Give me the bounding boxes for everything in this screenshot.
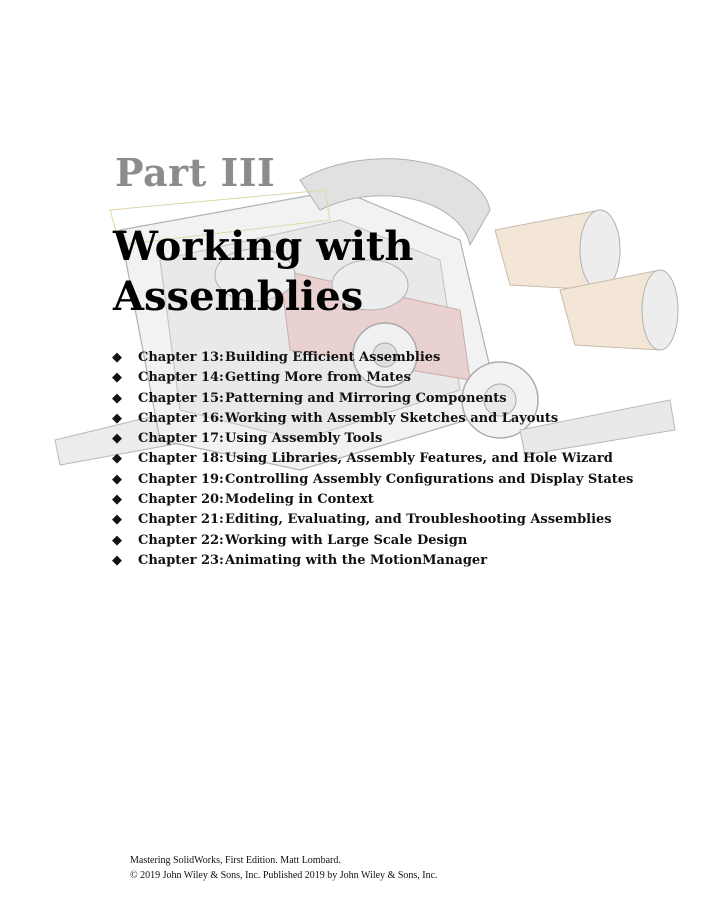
bullet-diamond-icon: ◆ xyxy=(112,532,122,548)
chapter-title: Using Assembly Tools xyxy=(225,431,383,447)
chapter-title: Using Libraries, Assembly Features, and Hole Wizard xyxy=(225,451,613,467)
chapter-item xyxy=(112,389,633,409)
bullet-diamond-icon: ◆ xyxy=(112,390,122,406)
bullet-diamond-icon: ◆ xyxy=(112,431,122,447)
chapter-number: Chapter 22: xyxy=(138,532,224,548)
chapter-title: Editing, Evaluating, and Troubleshooting Assemblies xyxy=(225,512,612,528)
chapter-number: Chapter 18: xyxy=(138,451,224,467)
chapter-title: Building Efficient Assemblies xyxy=(225,350,441,365)
bullet-diamond-icon: ◆ xyxy=(112,552,122,568)
chapter-number: Chapter 19: xyxy=(138,471,224,487)
chapter-number: Chapter 23: xyxy=(138,552,224,568)
chapter-item xyxy=(112,348,633,368)
footer-line-1: Mastering SolidWorks, First Edition. Matt Lombard. xyxy=(130,855,341,866)
chapter-number: Chapter 13: xyxy=(138,350,224,365)
chapter-title: Working with Large Scale Design xyxy=(225,532,468,548)
chapter-item xyxy=(112,409,633,429)
chapter-list xyxy=(112,348,633,571)
chapter-item xyxy=(112,490,633,510)
chapter-number: Chapter 15: xyxy=(138,390,224,406)
chapter-number: Chapter 14: xyxy=(138,370,224,386)
bullet-diamond-icon: ◆ xyxy=(112,471,122,487)
footer-line-2: © 2019 John Wiley & Sons, Inc. Published 2019 by John Wiley & Sons, Inc. xyxy=(130,870,438,881)
chapter-title: Working with Assembly Sketches and Layouts xyxy=(225,410,559,426)
title-line-2: Assemblies xyxy=(113,273,364,320)
bullet-diamond-icon: ◆ xyxy=(112,350,122,365)
chapter-title: Modeling in Context xyxy=(225,492,374,508)
part-label: Part III xyxy=(115,150,276,195)
chapter-title: Controlling Assembly Configurations and Display States xyxy=(225,471,634,487)
bullet-diamond-icon: ◆ xyxy=(112,410,122,426)
bullet-diamond-icon: ◆ xyxy=(112,492,122,508)
chapter-item xyxy=(112,551,633,571)
chapter-item xyxy=(112,429,633,449)
bullet-diamond-icon: ◆ xyxy=(112,512,122,528)
part-title xyxy=(113,222,414,322)
chapter-item xyxy=(112,531,633,551)
chapter-title: Animating with the MotionManager xyxy=(225,552,488,568)
bullet-diamond-icon: ◆ xyxy=(112,370,122,386)
chapter-title: Getting More from Mates xyxy=(225,370,411,386)
chapter-item xyxy=(112,470,633,490)
chapter-item xyxy=(112,510,633,530)
chapter-title: Patterning and Mirroring Components xyxy=(225,390,507,406)
bullet-diamond-icon: ◆ xyxy=(112,451,122,467)
chapter-item xyxy=(112,368,633,388)
chapter-number: Chapter 17: xyxy=(138,431,224,447)
chapter-number: Chapter 20: xyxy=(138,492,224,508)
title-line-1: Working with xyxy=(113,223,414,270)
chapter-number: Chapter 21: xyxy=(138,512,224,528)
copyright-footer xyxy=(130,853,438,883)
chapter-item xyxy=(112,449,633,469)
chapter-number: Chapter 16: xyxy=(138,410,224,426)
